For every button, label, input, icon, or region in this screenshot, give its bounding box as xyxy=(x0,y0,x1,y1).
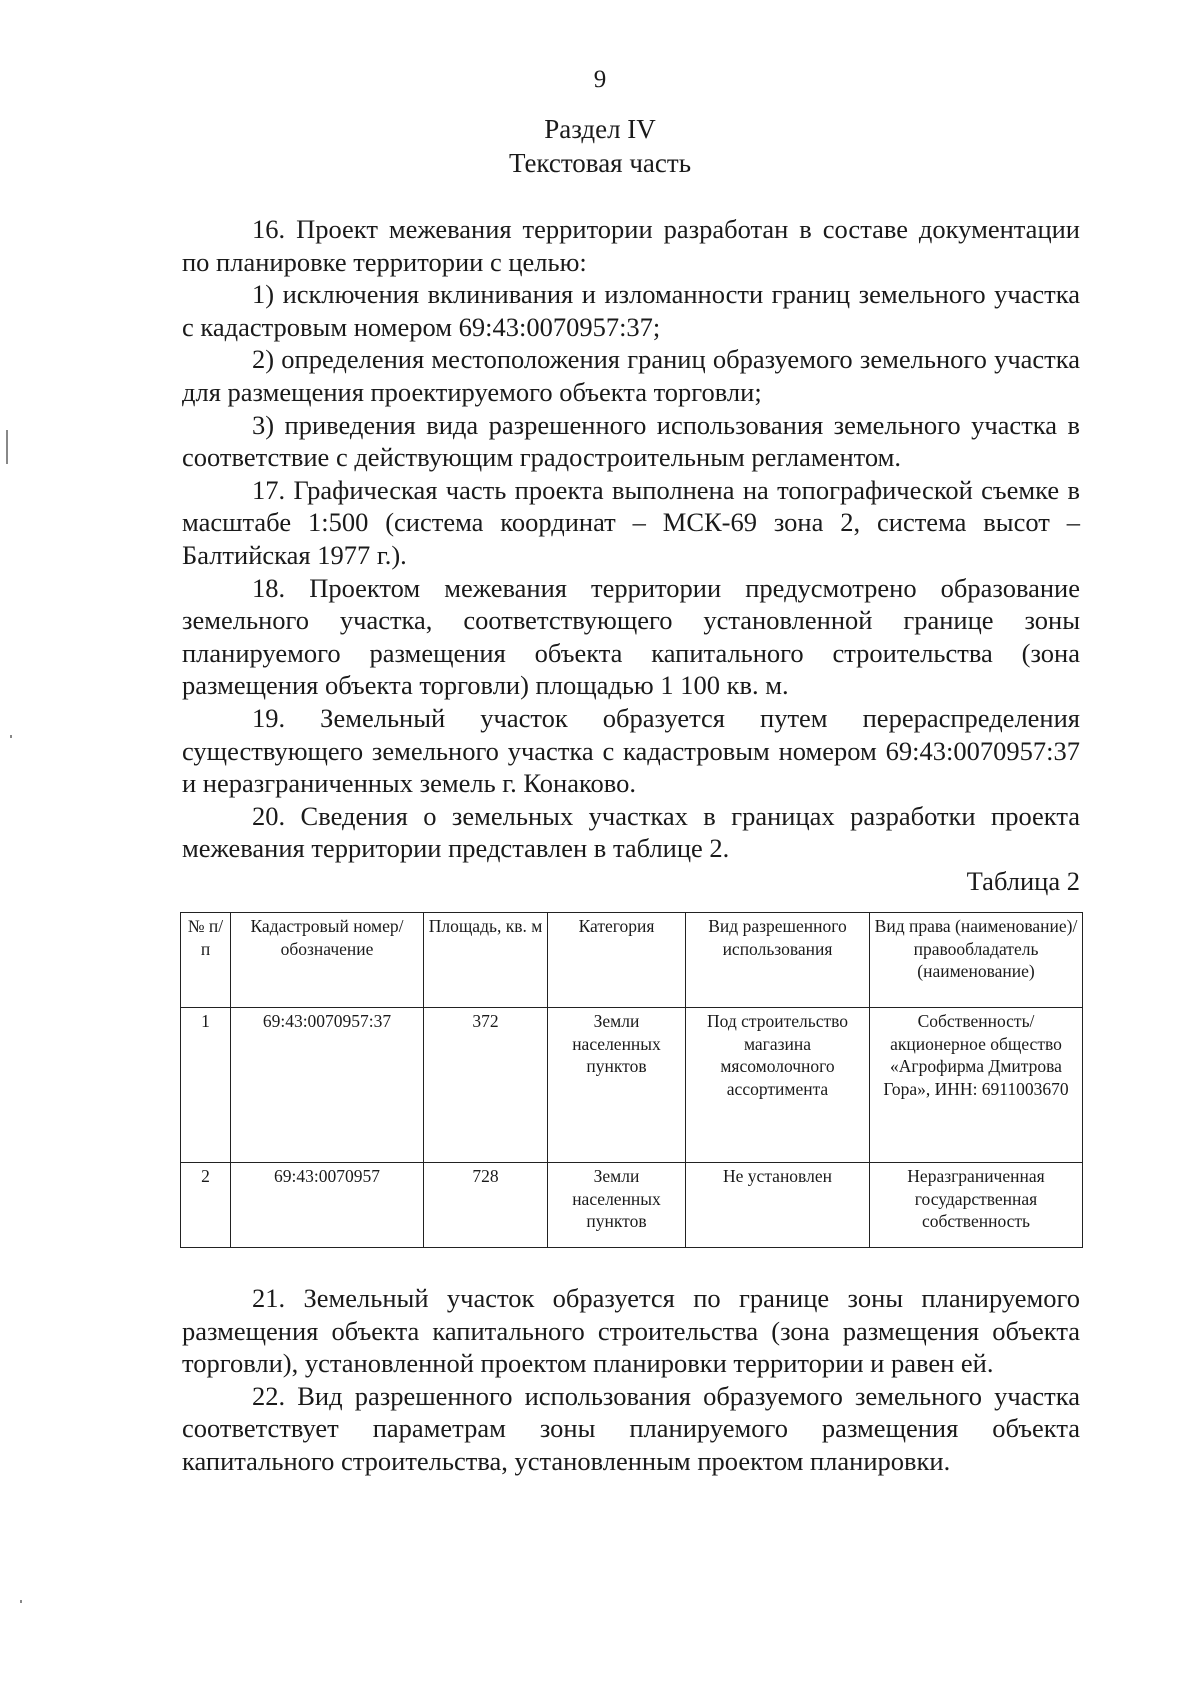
cell-category: Земли населенных пунктов xyxy=(548,1008,686,1163)
cell-permitted-use: Под строительство магазина мясомолочного ассортимента xyxy=(686,1008,870,1163)
cell-right-holder: Собственность/ акционерное общество «Агрофирма Дмитрова Гора», ИНН: 6911003670 xyxy=(870,1008,1083,1163)
section-subtitle: Текстовая часть xyxy=(508,148,692,178)
text-block-bottom xyxy=(182,1282,1080,1478)
land-plots-table xyxy=(180,912,1083,1248)
cell-permitted-use: Не установлен xyxy=(686,1163,870,1248)
table-caption: Таблица 2 xyxy=(966,866,1080,896)
paragraph-16-item-1: 1) исключения вклинивания и изломанности границ земельного участка с кадастровым номером 69:43:0070957:37; xyxy=(182,279,1080,342)
cell-area: 728 xyxy=(424,1163,548,1248)
cell-right-holder: Неразграниченная государственная собственность xyxy=(870,1163,1083,1248)
header-number: № п/п xyxy=(181,913,231,1008)
cell-number: 1 xyxy=(181,1008,231,1163)
paragraph-16-item-3: 3) приведения вида разрешенного использования земельного участка в соответствие с действующим градостроительным регламентом. xyxy=(182,409,1080,473)
header-right-holder: Вид права (наименование)/ правообладатель (наименование) xyxy=(870,913,1083,1008)
cell-area: 372 xyxy=(424,1008,548,1163)
scan-artifact xyxy=(6,430,8,464)
text-block-top xyxy=(182,213,1080,865)
paragraph-21: 21. Земельный участок образуется по границе зоны планируемого размещения объекта капитального строительства (зона размещения объекта торговли), установленной проектом планировки территории и равен ей. xyxy=(182,1283,1080,1379)
header-area: Площадь, кв. м xyxy=(424,913,548,1008)
paragraph-19: 19. Земельный участок образуется путем перераспределения существующего земельного участка с кадастровым номером 69:43:0070957:37 и неразграниченных земель г. Конаково. xyxy=(182,702,1080,799)
cell-cadastral-number: 69:43:0070957 xyxy=(231,1163,424,1248)
paragraph-17: 17. Графическая часть проекта выполнена на топографической съемке в масштабе 1:500 (система координат – МСК-69 зона 2, система высот – Балтийская 1977 г.). xyxy=(182,474,1080,570)
paragraph-18: 18. Проектом межевания территории предусмотрено образование земельного участка, соответствующего установленной границе зоны планируемого размещения объекта капитального строительства (зона размещения объекта торговли) площадью 1 100 кв. м. xyxy=(182,572,1080,701)
cell-category: Земли населенных пунктов xyxy=(548,1163,686,1248)
scan-artifact xyxy=(20,1600,22,1603)
table-row xyxy=(181,1163,1083,1248)
cell-number: 2 xyxy=(181,1163,231,1248)
table-row xyxy=(181,1008,1083,1163)
paragraph-20: 20. Сведения о земельных участках в границах разработки проекта межевания территории представлен в таблице 2. xyxy=(182,800,1080,864)
scan-artifact xyxy=(10,735,12,738)
paragraph-22: 22. Вид разрешенного использования образуемого земельного участка соответствует параметрам зоны планируемого размещения объекта капитального строительства, установленным проектом планировки. xyxy=(182,1380,1080,1476)
page-number: 9 xyxy=(593,66,607,93)
paragraph-16-item-2: 2) определения местоположения границ образуемого земельного участка для размещения проектируемого объекта торговли; xyxy=(182,344,1080,407)
cell-cadastral-number: 69:43:0070957:37 xyxy=(231,1008,424,1163)
table-header-row xyxy=(181,913,1083,1008)
section-title: Раздел IV xyxy=(544,114,656,144)
header-category: Категория xyxy=(548,913,686,1008)
header-cadastral-number: Кадастровый номер/ обозначение xyxy=(231,913,424,1008)
header-permitted-use: Вид разрешенного использования xyxy=(686,913,870,1008)
paragraph-16: 16. Проект межевания территории разработан в составе документации по планировке территории с целью: xyxy=(182,214,1080,277)
